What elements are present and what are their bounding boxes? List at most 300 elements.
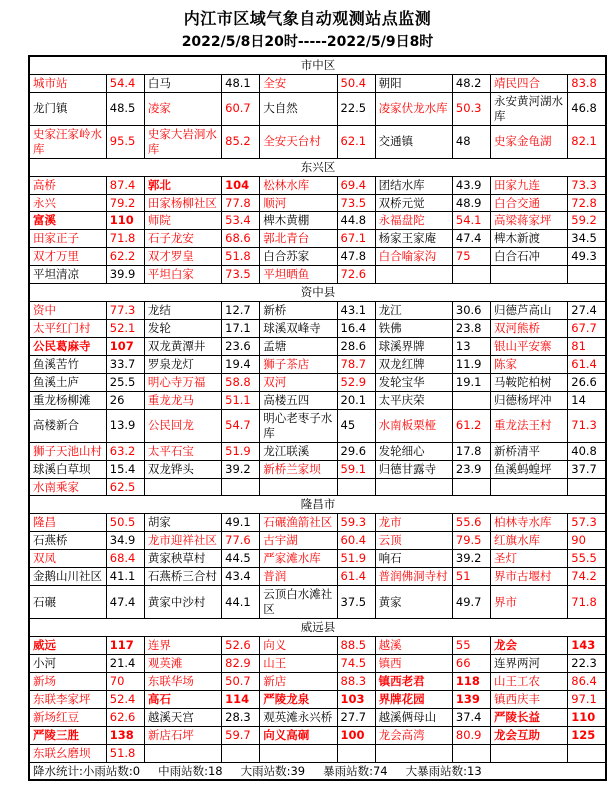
station-rainfall-value: 68.6: [222, 230, 260, 248]
station-rainfall-value: 110: [106, 212, 144, 230]
station-name: 椑木新渡: [491, 230, 568, 248]
station-name: 双龙黄潭井: [144, 338, 221, 356]
station-name: 城市站: [29, 74, 106, 92]
station-row: [29, 74, 606, 92]
station-name: 铁佛: [375, 320, 452, 338]
station-name: 新桥兰家坝: [260, 460, 337, 478]
station-name: 观英滩: [144, 654, 221, 672]
station-name: 东联华场: [144, 672, 221, 690]
stations-table: [28, 55, 607, 781]
station-rainfall-value: 87.4: [106, 176, 144, 194]
station-name: 山王工农: [491, 672, 568, 690]
station-name: 小河: [29, 654, 106, 672]
station-rainfall-value: 71.3: [568, 409, 606, 442]
station-name: 太平红门村: [29, 320, 106, 338]
station-rainfall-value: 28.6: [337, 338, 375, 356]
station-rainfall-value: 57.3: [568, 514, 606, 532]
station-rainfall-value: 33.7: [106, 355, 144, 373]
station-row: [29, 568, 606, 586]
station-row: [29, 460, 606, 478]
station-name: 郭北青台: [260, 230, 337, 248]
station-name: 大自然: [260, 92, 337, 125]
station-name: 越溪俩母山: [375, 708, 452, 726]
station-rainfall-value: 143: [568, 636, 606, 654]
rain-stat-item: 降水统计:小雨站数:0: [33, 763, 141, 778]
station-name: [144, 478, 221, 496]
station-name: 白合喻家沟: [375, 248, 452, 266]
station-rainfall-value: 88.3: [337, 672, 375, 690]
station-rainfall-value: 75: [452, 248, 490, 266]
station-name: 镇西: [375, 654, 452, 672]
station-rainfall-value: 62.2: [106, 248, 144, 266]
station-rainfall-value: 30.6: [452, 302, 490, 320]
station-rainfall-value: 48.5: [106, 92, 144, 125]
station-rainfall-value: 73.3: [568, 176, 606, 194]
station-name: 双龙红牌: [375, 355, 452, 373]
station-name: 圣灯: [491, 550, 568, 568]
station-rainfall-value: 52.9: [337, 373, 375, 391]
station-rainfall-value: 110: [568, 708, 606, 726]
station-name: 公民回龙: [144, 409, 221, 442]
station-name: 鱼溪蚂蝗坪: [491, 460, 568, 478]
station-name: 双才罗皇: [144, 248, 221, 266]
station-rainfall-value: 45: [337, 409, 375, 442]
station-name: [491, 744, 568, 762]
station-rainfall-value: 79.5: [452, 532, 490, 550]
station-name: 归德芦高山: [491, 302, 568, 320]
station-rainfall-value: 95.5: [106, 125, 144, 158]
station-rainfall-value: 19.1: [452, 373, 490, 391]
station-rainfall-value: [452, 478, 490, 496]
station-name: 镇西庆丰: [491, 690, 568, 708]
station-name: 新店石坪: [144, 726, 221, 744]
station-name: 金鹅山川社区: [29, 568, 106, 586]
station-name: 重龙龙马: [144, 391, 221, 409]
station-name: 龙会: [491, 636, 568, 654]
station-rainfall-value: 51.8: [222, 248, 260, 266]
station-name: 石燕桥: [29, 532, 106, 550]
section-row: [29, 284, 606, 302]
station-row: [29, 550, 606, 568]
station-name: 龙结: [144, 302, 221, 320]
station-name: 高桥: [29, 176, 106, 194]
station-rainfall-value: 15.4: [106, 460, 144, 478]
station-name: 狮子天池山村: [29, 442, 106, 460]
station-rainfall-value: 37.7: [568, 460, 606, 478]
station-name: 观英滩永兴桥: [260, 708, 337, 726]
section-title: 东兴区: [29, 158, 606, 176]
station-name: 响石: [375, 550, 452, 568]
station-name: 高梁蒋家坪: [491, 212, 568, 230]
station-rainfall-value: 70: [106, 672, 144, 690]
station-name: 重龙杨柳滩: [29, 391, 106, 409]
station-rainfall-value: 12.7: [222, 302, 260, 320]
station-rainfall-value: 59.3: [337, 514, 375, 532]
station-row: [29, 478, 606, 496]
station-rainfall-value: 63.2: [106, 442, 144, 460]
section-row: [29, 56, 606, 74]
station-rainfall-value: 26.6: [568, 373, 606, 391]
station-rainfall-value: 50.5: [106, 514, 144, 532]
station-name: 鱼溪土庐: [29, 373, 106, 391]
station-row: [29, 212, 606, 230]
station-name: 凌家: [144, 92, 221, 125]
station-name: 龙会互助: [491, 726, 568, 744]
station-rainfall-value: 85.2: [222, 125, 260, 158]
station-name: 高楼新合: [29, 409, 106, 442]
station-rainfall-value: 61.4: [337, 568, 375, 586]
station-rainfall-value: [222, 744, 260, 762]
rain-stat-item: 大雨站数:39: [240, 763, 306, 778]
station-rainfall-value: 46.8: [568, 92, 606, 125]
station-rainfall-value: 47.4: [452, 230, 490, 248]
station-name: 罗泉龙灯: [144, 355, 221, 373]
station-row: [29, 194, 606, 212]
station-rainfall-value: [452, 391, 490, 409]
station-rainfall-value: 37.5: [337, 586, 375, 619]
rain-statistics: [29, 762, 606, 780]
station-name: 太平石宝: [144, 442, 221, 460]
station-rainfall-value: 67.1: [337, 230, 375, 248]
station-rainfall-value: 34.9: [106, 532, 144, 550]
station-rainfall-value: 53.4: [222, 212, 260, 230]
station-name: 镇西老君: [375, 672, 452, 690]
station-name: 永福盘陀: [375, 212, 452, 230]
station-rainfall-value: [222, 478, 260, 496]
station-row: [29, 744, 606, 762]
station-name: 双凤: [29, 550, 106, 568]
station-rainfall-value: 44.1: [222, 586, 260, 619]
station-name: 资中: [29, 302, 106, 320]
station-rainfall-value: 71.8: [568, 586, 606, 619]
station-name: [491, 266, 568, 284]
station-name: 石碾: [29, 586, 106, 619]
station-rainfall-value: 82.1: [568, 125, 606, 158]
rain-stat-item: 大暴雨站数:13: [405, 763, 482, 778]
station-rainfall-value: 50.3: [452, 92, 490, 125]
station-rainfall-value: 13.9: [106, 409, 144, 442]
station-rainfall-value: 107: [106, 338, 144, 356]
station-rainfall-value: 37.4: [452, 708, 490, 726]
station-rainfall-value: 48.9: [452, 194, 490, 212]
station-name: 公民葛麻寺: [29, 338, 106, 356]
station-rainfall-value: 54.4: [106, 74, 144, 92]
station-name: 黄家中沙村: [144, 586, 221, 619]
station-row: [29, 176, 606, 194]
station-rainfall-value: 23.8: [452, 320, 490, 338]
station-name: 马鞍陀柏树: [491, 373, 568, 391]
station-name: 团结水库: [375, 176, 452, 194]
section-title: 市中区: [29, 56, 606, 74]
station-rainfall-value: 51.9: [337, 550, 375, 568]
station-rainfall-value: 59.1: [337, 460, 375, 478]
station-name: 向义高硐: [260, 726, 337, 744]
station-rainfall-value: 50.7: [222, 672, 260, 690]
station-row: [29, 373, 606, 391]
station-rainfall-value: 28.3: [222, 708, 260, 726]
station-name: 界牌花园: [375, 690, 452, 708]
station-rainfall-value: 20.1: [337, 391, 375, 409]
station-name: 石燕桥三合村: [144, 568, 221, 586]
station-name: 顺河: [260, 194, 337, 212]
station-name: [144, 744, 221, 762]
station-name: 发轮细心: [375, 442, 452, 460]
station-row: [29, 586, 606, 619]
station-name: 靖民四合: [491, 74, 568, 92]
station-name: 归德杨坪冲: [491, 391, 568, 409]
station-name: 平坦清凉: [29, 266, 106, 284]
station-name: 全安: [260, 74, 337, 92]
station-name: 龙市: [375, 514, 452, 532]
section-row: [29, 496, 606, 514]
station-rainfall-value: 55.6: [452, 514, 490, 532]
station-name: 黄家秧草村: [144, 550, 221, 568]
station-rainfall-value: 39.2: [222, 460, 260, 478]
rain-stat-item: 暴雨站数:74: [323, 763, 388, 778]
station-name: 史家汪家岭水库: [29, 125, 106, 158]
station-rainfall-value: 73.5: [222, 266, 260, 284]
station-name: 发轮宝华: [375, 373, 452, 391]
station-rainfall-value: 27.4: [568, 302, 606, 320]
station-name: 双龙铧头: [144, 460, 221, 478]
station-rainfall-value: 13: [452, 338, 490, 356]
station-name: 松林水库: [260, 176, 337, 194]
station-rainfall-value: 103: [337, 690, 375, 708]
station-name: 龙江联溪: [260, 442, 337, 460]
station-name: 黄家: [375, 586, 452, 619]
station-name: 越溪: [375, 636, 452, 654]
section-row: [29, 158, 606, 176]
station-name: 严陵长益: [491, 708, 568, 726]
station-rainfall-value: 51.8: [106, 744, 144, 762]
station-rainfall-value: 67.7: [568, 320, 606, 338]
station-row: [29, 92, 606, 125]
station-row: [29, 391, 606, 409]
station-rainfall-value: 54.1: [452, 212, 490, 230]
station-rainfall-value: 62.6: [106, 708, 144, 726]
station-rainfall-value: 61.4: [568, 355, 606, 373]
station-rainfall-value: 90: [568, 532, 606, 550]
station-name: 银山平安寨: [491, 338, 568, 356]
station-name: 明心老枣子水库: [260, 409, 337, 442]
station-rainfall-value: 29.6: [337, 442, 375, 460]
station-rainfall-value: 117: [106, 636, 144, 654]
station-rainfall-value: 77.3: [106, 302, 144, 320]
station-name: 严陵三胜: [29, 726, 106, 744]
station-name: 龙市迎祥社区: [144, 532, 221, 550]
station-rainfall-value: 60.4: [337, 532, 375, 550]
station-name: 发轮: [144, 320, 221, 338]
station-name: 向义: [260, 636, 337, 654]
station-rainfall-value: 49.3: [568, 248, 606, 266]
section-row: [29, 619, 606, 637]
station-rainfall-value: 72.6: [337, 266, 375, 284]
station-name: 白合交通: [491, 194, 568, 212]
station-rainfall-value: 125: [568, 726, 606, 744]
station-name: 双桥元觉: [375, 194, 452, 212]
station-rainfall-value: 74.2: [568, 568, 606, 586]
station-rainfall-value: 104: [222, 176, 260, 194]
station-name: 水南板栗桠: [375, 409, 452, 442]
station-name: 高楼五四: [260, 391, 337, 409]
station-name: 球溪白草坝: [29, 460, 106, 478]
station-rainfall-value: 26: [106, 391, 144, 409]
station-name: 郭北: [144, 176, 221, 194]
station-rainfall-value: 17.8: [452, 442, 490, 460]
station-name: [375, 744, 452, 762]
station-name: 史家大岩洞水库: [144, 125, 221, 158]
station-rainfall-value: 79.2: [106, 194, 144, 212]
station-name: 连界两河: [491, 654, 568, 672]
station-name: 归德甘露寺: [375, 460, 452, 478]
station-rainfall-value: 66: [452, 654, 490, 672]
station-name: 新桥: [260, 302, 337, 320]
station-rainfall-value: 49.7: [452, 586, 490, 619]
station-rainfall-value: 78.7: [337, 355, 375, 373]
station-rainfall-value: 58.8: [222, 373, 260, 391]
station-name: 重龙法王村: [491, 409, 568, 442]
station-rainfall-value: 41.1: [106, 568, 144, 586]
station-name: [260, 744, 337, 762]
station-name: 红旗水库: [491, 532, 568, 550]
station-name: 云顶白水滩社区: [260, 586, 337, 619]
station-name: 富溪: [29, 212, 106, 230]
station-row: [29, 338, 606, 356]
station-name: 龙江: [375, 302, 452, 320]
station-name: 全安天台村: [260, 125, 337, 158]
stations-table-body: [29, 56, 606, 780]
station-name: 石子龙安: [144, 230, 221, 248]
station-rainfall-value: 16.4: [337, 320, 375, 338]
station-name: 明心寺万福: [144, 373, 221, 391]
station-name: 界市古堰村: [491, 568, 568, 586]
station-name: 朝阳: [375, 74, 452, 92]
station-rainfall-value: 62.1: [337, 125, 375, 158]
station-row: [29, 442, 606, 460]
station-rainfall-value: 97.1: [568, 690, 606, 708]
station-rainfall-value: 68.4: [106, 550, 144, 568]
station-rainfall-value: 88.5: [337, 636, 375, 654]
station-name: 田家杨柳社区: [144, 194, 221, 212]
station-name: 山王: [260, 654, 337, 672]
station-name: 隆昌: [29, 514, 106, 532]
station-rainfall-value: 60.7: [222, 92, 260, 125]
station-row: [29, 230, 606, 248]
station-rainfall-value: [568, 478, 606, 496]
station-row: [29, 320, 606, 338]
station-name: 东联李家坪: [29, 690, 106, 708]
station-row: [29, 654, 606, 672]
station-rainfall-value: 59.7: [222, 726, 260, 744]
station-name: 石碾渔箭社区: [260, 514, 337, 532]
station-name: 双才万里: [29, 248, 106, 266]
station-rainfall-value: 83.8: [568, 74, 606, 92]
station-rainfall-value: 44.5: [222, 550, 260, 568]
station-name: 椑木黄棚: [260, 212, 337, 230]
station-rainfall-value: 17.1: [222, 320, 260, 338]
station-row: [29, 690, 606, 708]
station-name: 永安黄河湖水库: [491, 92, 568, 125]
station-name: 球溪界牌: [375, 338, 452, 356]
station-rainfall-value: [337, 478, 375, 496]
station-rainfall-value: 43.1: [337, 302, 375, 320]
station-name: 史家金龟湖: [491, 125, 568, 158]
station-name: 田家正子: [29, 230, 106, 248]
station-row: [29, 514, 606, 532]
station-rainfall-value: 69.4: [337, 176, 375, 194]
station-name: 越溪天宫: [144, 708, 221, 726]
station-rainfall-value: 81: [568, 338, 606, 356]
station-rainfall-value: 77.8: [222, 194, 260, 212]
station-rainfall-value: 80.9: [452, 726, 490, 744]
station-row: [29, 266, 606, 284]
station-name: 东联幺磨坝: [29, 744, 106, 762]
station-rainfall-value: 14: [568, 391, 606, 409]
station-name: 新场: [29, 672, 106, 690]
station-rainfall-value: 22.5: [337, 92, 375, 125]
station-name: 胡家: [144, 514, 221, 532]
station-rainfall-value: 19.4: [222, 355, 260, 373]
station-name: 交通镇: [375, 125, 452, 158]
station-name: 太平庆荣: [375, 391, 452, 409]
station-name: 连界: [144, 636, 221, 654]
station-rainfall-value: 72.8: [568, 194, 606, 212]
station-name: 新场红豆: [29, 708, 106, 726]
station-rainfall-value: 62.5: [106, 478, 144, 496]
station-rainfall-value: 77.6: [222, 532, 260, 550]
station-name: 水南乘家: [29, 478, 106, 496]
station-rainfall-value: 34.5: [568, 230, 606, 248]
station-rainfall-value: 61.2: [452, 409, 490, 442]
section-title: 资中县: [29, 284, 606, 302]
footer-row: [29, 762, 606, 780]
station-rainfall-value: 43.9: [452, 176, 490, 194]
station-rainfall-value: 25.5: [106, 373, 144, 391]
station-rainfall-value: 48: [452, 125, 490, 158]
station-row: [29, 636, 606, 654]
station-rainfall-value: 39.9: [106, 266, 144, 284]
section-title: 威远县: [29, 619, 606, 637]
station-rainfall-value: 47.8: [337, 248, 375, 266]
station-rainfall-value: 51.9: [222, 442, 260, 460]
station-rainfall-value: [452, 266, 490, 284]
station-name: 平坦白家: [144, 266, 221, 284]
station-rainfall-value: 118: [452, 672, 490, 690]
station-rainfall-value: 23.6: [222, 338, 260, 356]
station-rainfall-value: [568, 266, 606, 284]
station-rainfall-value: 82.9: [222, 654, 260, 672]
station-rainfall-value: 51.1: [222, 391, 260, 409]
station-rainfall-value: 52.1: [106, 320, 144, 338]
station-rainfall-value: 74.5: [337, 654, 375, 672]
station-name: 严陵龙泉: [260, 690, 337, 708]
station-name: 新桥清平: [491, 442, 568, 460]
station-name: 平坦晒鱼: [260, 266, 337, 284]
station-name: 杨家王家庵: [375, 230, 452, 248]
station-name: [491, 478, 568, 496]
station-rainfall-value: 48.1: [222, 74, 260, 92]
station-name: 白合石冲: [491, 248, 568, 266]
station-name: 普润佛洞寺村: [375, 568, 452, 586]
station-row: [29, 302, 606, 320]
page-subtitle: 2022/5/8日20时-----2022/5/9日8时: [181, 34, 434, 50]
station-row: [29, 355, 606, 373]
station-rainfall-value: [568, 744, 606, 762]
station-rainfall-value: 73.5: [337, 194, 375, 212]
station-name: [375, 478, 452, 496]
station-name: 高石: [144, 690, 221, 708]
station-name: 双河熊桥: [491, 320, 568, 338]
